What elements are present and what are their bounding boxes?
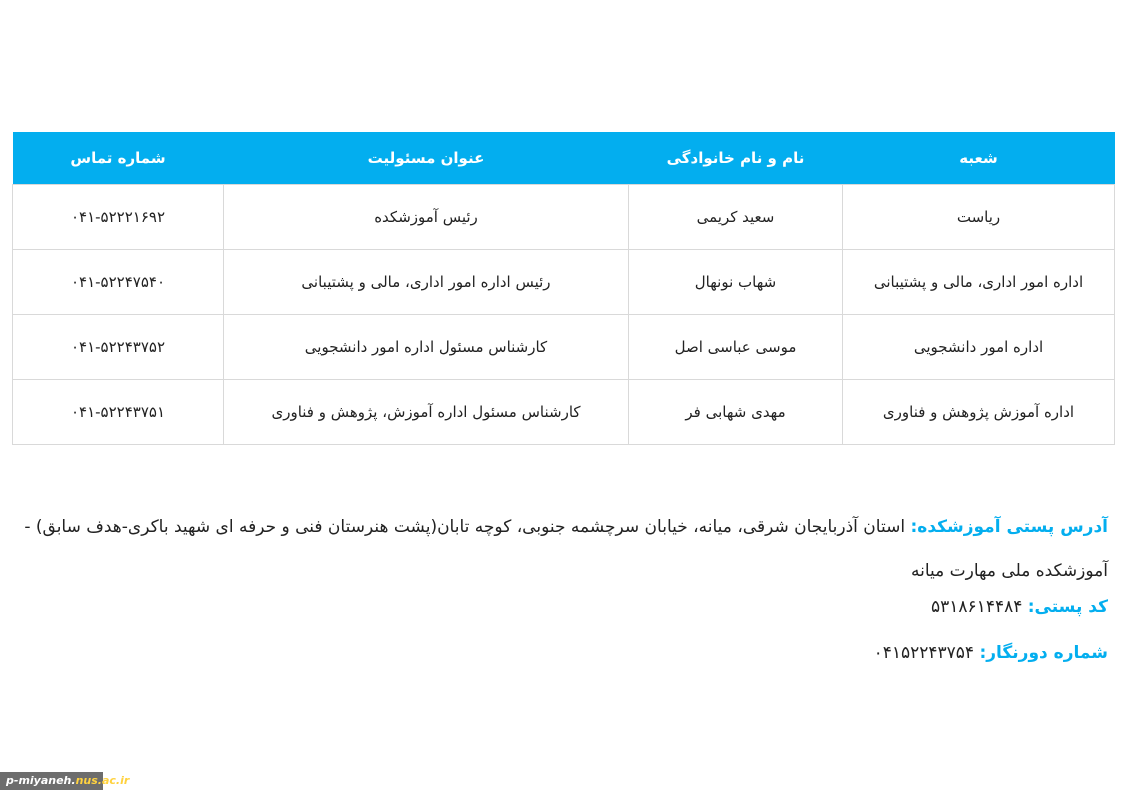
badge-domain: nus.ac.ir xyxy=(75,774,130,787)
header-branch: شعبه xyxy=(843,132,1115,185)
cell-phone: ۰۴۱-۵۲۲۴۳۷۵۲ xyxy=(13,315,224,380)
postal-code-label: کد پستی: xyxy=(1027,597,1108,617)
cell-phone: ۰۴۱-۵۲۲۴۳۷۵۱ xyxy=(13,380,224,445)
table-row xyxy=(13,185,1115,250)
header-name: نام و نام خانوادگی xyxy=(629,132,843,185)
cell-role: کارشناس مسئول اداره آموزش، پژوهش و فناوری xyxy=(224,380,629,445)
cell-branch: اداره امور دانشجویی xyxy=(843,315,1115,380)
fax-label: شماره دورنگار: xyxy=(979,643,1108,663)
cell-phone: ۰۴۱-۵۲۲۴۷۵۴۰ xyxy=(13,250,224,315)
table-header-row xyxy=(13,132,1115,185)
cell-name: سعید کریمی xyxy=(629,185,843,250)
header-role: عنوان مسئولیت xyxy=(224,132,629,185)
table-row xyxy=(13,380,1115,445)
cell-name: مهدی شهابی فر xyxy=(629,380,843,445)
cell-role: کارشناس مسئول اداره امور دانشجویی xyxy=(224,315,629,380)
site-watermark-badge[interactable] xyxy=(0,772,130,790)
fax-line xyxy=(20,638,1108,668)
postal-code-value: ۵۳۱۸۶۱۴۴۸۴ xyxy=(931,597,1023,617)
cell-role: رئیس اداره امور اداری، مالی و پشتیبانی xyxy=(224,250,629,315)
table-row xyxy=(13,315,1115,380)
cell-branch: ریاست xyxy=(843,185,1115,250)
staff-table xyxy=(12,132,1115,445)
badge-prefix: p-miyaneh. xyxy=(6,774,76,787)
table-row xyxy=(13,250,1115,315)
cell-phone: ۰۴۱-۵۲۲۲۱۶۹۲ xyxy=(13,185,224,250)
address-value: استان آذربایجان شرقی، میانه، خیابان سرچشمه جنوبی، کوچه تابان(پشت هنرستان فنی و حرفه ای شهید باکری-هدف سابق) - آموزشکده ملی مهارت میانه xyxy=(24,517,1108,581)
address-label: آدرس پستی آموزشکده: xyxy=(910,517,1108,537)
cell-name: شهاب نونهال xyxy=(629,250,843,315)
cell-role: رئیس آموزشکده xyxy=(224,185,629,250)
header-phone: شماره تماس xyxy=(13,132,224,185)
address-paragraph xyxy=(20,505,1108,593)
cell-branch: اداره امور اداری، مالی و پشتیبانی xyxy=(843,250,1115,315)
fax-value: ۰۴۱۵۲۲۴۳۷۵۴ xyxy=(873,643,975,663)
cell-name: موسی عباسی اصل xyxy=(629,315,843,380)
postal-code-line xyxy=(20,592,1108,622)
cell-branch: اداره آموزش پژوهش و فناوری xyxy=(843,380,1115,445)
